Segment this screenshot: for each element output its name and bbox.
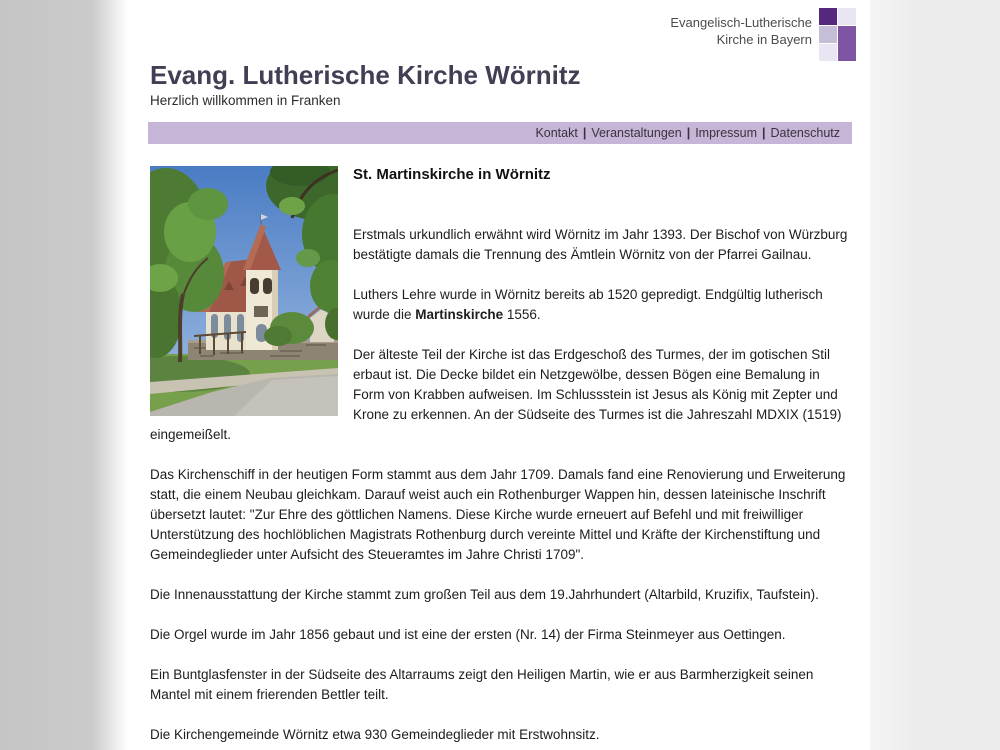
nav-link-kontakt[interactable]: Kontakt [535, 126, 578, 140]
logo-bar-purple [838, 26, 856, 61]
paragraph-history: Erstmals urkundlich erwähnt wird Wörnitz im Jahr 1393. Der Bischof von Würzburg bestätigte damals die Trennung des Ämtlein Wörnitz von der Pfarrei Gailnau. [353, 227, 848, 262]
nav-link-datenschutz[interactable]: Datenschutz [770, 126, 840, 140]
paragraph-kirchenschiff: Das Kirchenschiff in der heutigen Form stammt aus dem Jahr 1709. Damals fand eine Renovierung und Erweiterung statt, die einem Neubau gleichkam. Darauf weist auch ein Rothenburger Wappen hin, dessen lateinische Inschrift übersetzt lautet: "Zur Ehre des göttlichen Namens. Diese Kirche wurde erneuert auf Befehl und mit freiwilliger Unterstützung des hochlöblichen Magistrats Rothenburg durch vereinte Mittel und Kräfte der Kirchenstiftung und Gemeindeglieder unter Aufsicht des Steueramtes im Jahre Christi 1709". [150, 467, 846, 562]
right-gray-band [870, 0, 915, 750]
logo-square-light2 [819, 44, 837, 61]
brand-line1: Evangelisch-Lutherische [670, 15, 812, 30]
elkb-cross-logo-icon [819, 8, 856, 61]
page-subtitle: Herzlich willkommen in Franken [150, 93, 341, 108]
nav-separator: | [686, 126, 691, 140]
top-navbar [148, 122, 852, 144]
article [150, 166, 850, 745]
elkb-brand [670, 8, 856, 61]
paragraph-luther-pre: Luthers Lehre wurde in Wörnitz bereits ab 1520 gepredigt. Endgültig lutherisch wurde die [353, 287, 823, 322]
article-heading: St. Martinskirche in Wörnitz [353, 166, 551, 183]
page-title: Evang. Lutherische Kirche Wörnitz [150, 60, 581, 90]
logo-square-dark [819, 8, 837, 25]
paragraph-innenausstattung: Die Innenausstattung der Kirche stammt zum großen Teil aus dem 19.Jahrhundert (Altarbild, Kruzifix, Taufstein). [150, 587, 819, 602]
nav-separator: | [582, 126, 587, 140]
paragraph-tower: Der älteste Teil der Kirche ist das Erdgeschoß des Turmes, der im gotischen Stil erbaut ist. Die Decke bildet ein Netzgewölbe, dessen Bögen eine Bemalung in Form von Krabben aufweisen. Im Schlussstein ist Jesus als König mit Zepter und Krone zu erkennen. An der Südseite des Turmes ist die Jahreszahl MDXIX (1519) eingemeißelt. [150, 347, 842, 442]
paragraph-buntglasfenster: Ein Buntglasfenster in der Südseite des Altarraums zeigt den Heiligen Martin, wie er aus Barmherzigkeit seinen Mantel mit einem frierenden Bettler teilt. [150, 667, 814, 702]
page-content [127, 0, 870, 750]
paragraph-luther-post: 1556. [503, 307, 541, 322]
nav-link-impressum[interactable]: Impressum [695, 126, 758, 140]
nav-link-veranstaltungen[interactable]: Veranstaltungen [591, 126, 682, 140]
brand-text [670, 8, 812, 48]
paragraph-luther-bold: Martinskirche [415, 307, 504, 322]
logo-square-gray [819, 26, 837, 43]
brand-line2: Kirche in Bayern [716, 32, 812, 47]
nav-separator: | [762, 126, 766, 140]
left-gray-band [0, 0, 127, 750]
paragraph-gemeinde: Die Kirchengemeinde Wörnitz etwa 930 Gemeindeglieder mit Erstwohnsitz. [150, 727, 600, 742]
logo-square-light [838, 8, 856, 25]
church-photo [150, 166, 338, 416]
paragraph-orgel: Die Orgel wurde im Jahr 1856 gebaut und ist eine der ersten (Nr. 14) der Firma Steinmeyer aus Oettingen. [150, 627, 786, 642]
church-photo-illustration [150, 166, 338, 416]
